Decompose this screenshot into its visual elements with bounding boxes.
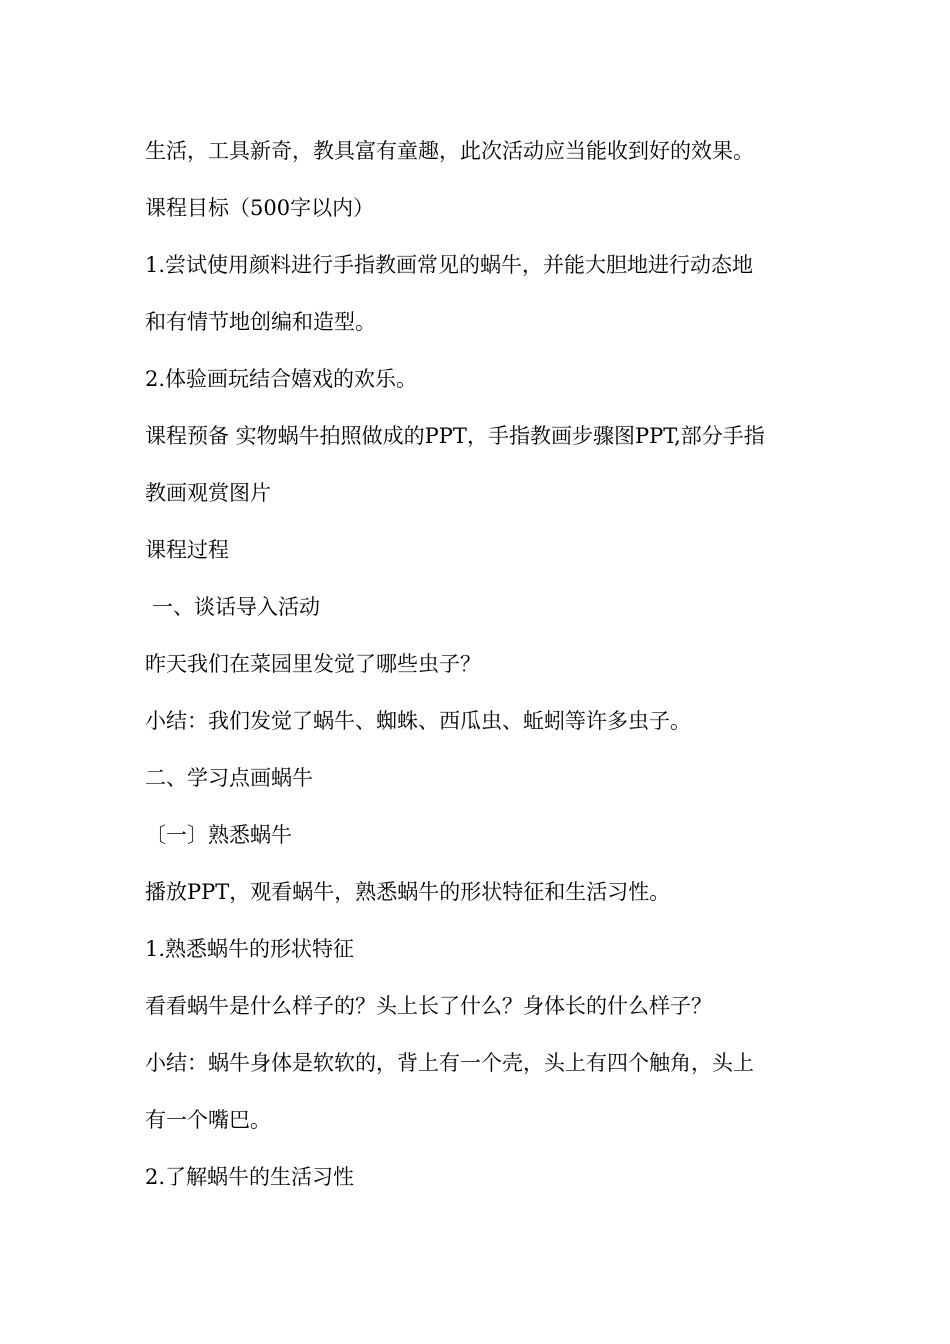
subsection-heading: 一、谈话导入活动	[152, 595, 320, 619]
paragraph-line: 2.了解蜗牛的生活习性	[145, 1165, 355, 1189]
paragraph-line: 2.体验画玩结合嬉戏的欢乐。	[145, 367, 418, 391]
paragraph-line: 看看蜗牛是什么样子的？头上长了什么？身体长的什么样子？	[145, 994, 712, 1018]
section-heading-course-process: 课程过程	[145, 538, 229, 562]
paragraph-line: 生活，工具新奇，教具富有童趣，此次活动应当能收到好的效果。	[145, 139, 754, 163]
paragraph-line: 小结：我们发觉了蜗牛、蜘蛛、西瓜虫、蚯蚓等许多虫子。	[145, 709, 691, 733]
paragraph-line: 课程预备 实物蜗牛拍照做成的PPT，手指教画步骤图PPT,部分手指	[145, 424, 765, 448]
paragraph-line: 播放PPT，观看蜗牛，熟悉蜗牛的形状特征和生活习性。	[145, 880, 671, 904]
paragraph-line: 教画观赏图片	[145, 481, 271, 505]
paragraph-line: 昨天我们在菜园里发觉了哪些虫子？	[145, 652, 481, 676]
paragraph-line: 和有情节地创编和造型。	[145, 310, 376, 334]
subsection-heading: 〔一〕熟悉蜗牛	[145, 823, 292, 847]
subsection-heading: 二、学习点画蜗牛	[145, 766, 313, 790]
paragraph-line: 1.尝试使用颜料进行手指教画常见的蜗牛，并能大胆地进行动态地	[145, 253, 754, 277]
section-heading-course-goals: 课程目标（500字以内）	[145, 196, 375, 220]
paragraph-line: 小结：蜗牛身体是软软的，背上有一个壳，头上有四个触角，头上	[145, 1051, 754, 1075]
paragraph-line: 1.熟悉蜗牛的形状特征	[145, 937, 355, 961]
paragraph-line: 有一个嘴巴。	[145, 1108, 271, 1132]
